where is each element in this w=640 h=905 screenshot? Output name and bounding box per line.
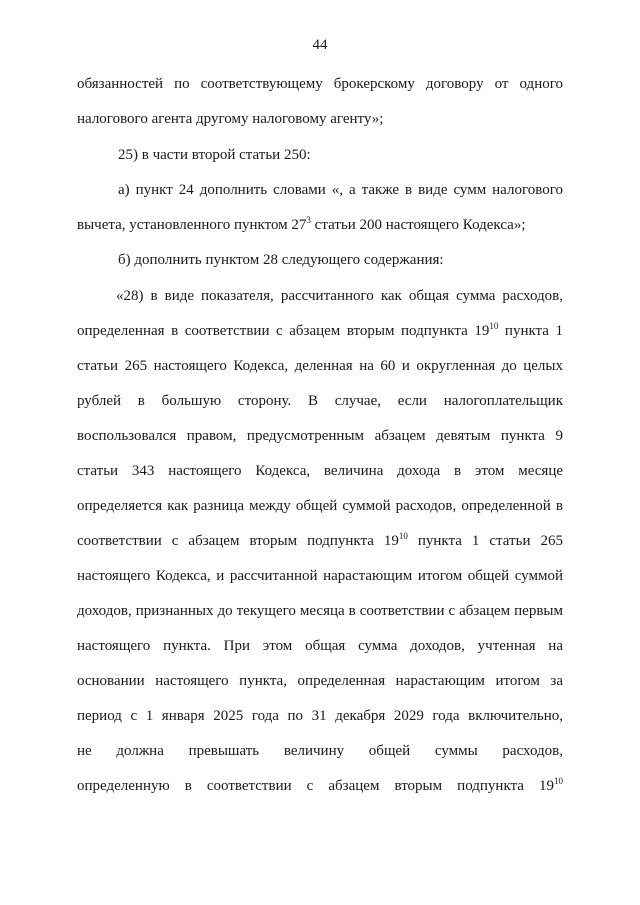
- text-line: основании настоящего пункта, определенная нарастающим итогом за: [77, 673, 563, 689]
- text-line: а) пункт 24 дополнить словами «, а также в виде сумм налогового: [118, 182, 563, 198]
- text-line: статьи 343 настоящего Кодекса, величина дохода в этом месяце: [77, 463, 563, 479]
- text-line: период с 1 января 2025 года по 31 декабря 2029 года включительно,: [77, 708, 563, 724]
- text-line: рублей в большую сторону. В случае, если налогоплательщик: [77, 393, 563, 409]
- superscript: 10: [398, 531, 408, 541]
- text-line: налогового агента другому налоговому агенту»;: [77, 111, 384, 127]
- superscript: 10: [554, 776, 563, 786]
- text-line: 25) в части второй статьи 250:: [118, 147, 311, 163]
- text-line: определенную в соответствии с абзацем вторым подпункта $19^{10}$: [77, 776, 563, 794]
- text-line: определяется как разница между общей суммой расходов, определенной в: [77, 498, 563, 514]
- text-line: настоящего пункта. При этом общая сумма доходов, учтенная на: [77, 638, 563, 654]
- text-line: воспользовался правом, предусмотренным абзацем девятым пункта 9: [77, 428, 563, 444]
- text-line: доходов, признанных до текущего месяца в соответствии с абзацем первым: [77, 603, 563, 619]
- superscript: 10: [489, 321, 499, 331]
- text-line: б) дополнить пунктом 28 следующего содержания:: [118, 252, 444, 268]
- text-line: настоящего Кодекса, и рассчитанной нарастающим итогом общей суммой: [77, 568, 563, 584]
- text-line: обязанностей по соответствующему брокерскому договору от одного: [77, 76, 563, 92]
- text-line: определенная в соответствии с абзацем вторым подпункта $19^{10}$ пункта 1: [77, 321, 564, 339]
- page-number: 44: [312, 37, 328, 53]
- text-line: статьи 265 настоящего Кодекса, деленная на 60 и округленная до целых: [77, 358, 563, 374]
- superscript: 3: [306, 215, 311, 225]
- text-line: вычета, установленного пунктом $27^3$ статьи 200 настоящего Кодекса»;: [77, 215, 526, 233]
- text-line: соответствии с абзацем вторым подпункта $19^{10}$ пункта 1 статьи 265: [77, 531, 563, 549]
- text-line: не должна превышать величину общей суммы расходов,: [77, 743, 563, 759]
- text-line: «28) в виде показателя, рассчитанного как общая сумма расходов,: [116, 288, 563, 304]
